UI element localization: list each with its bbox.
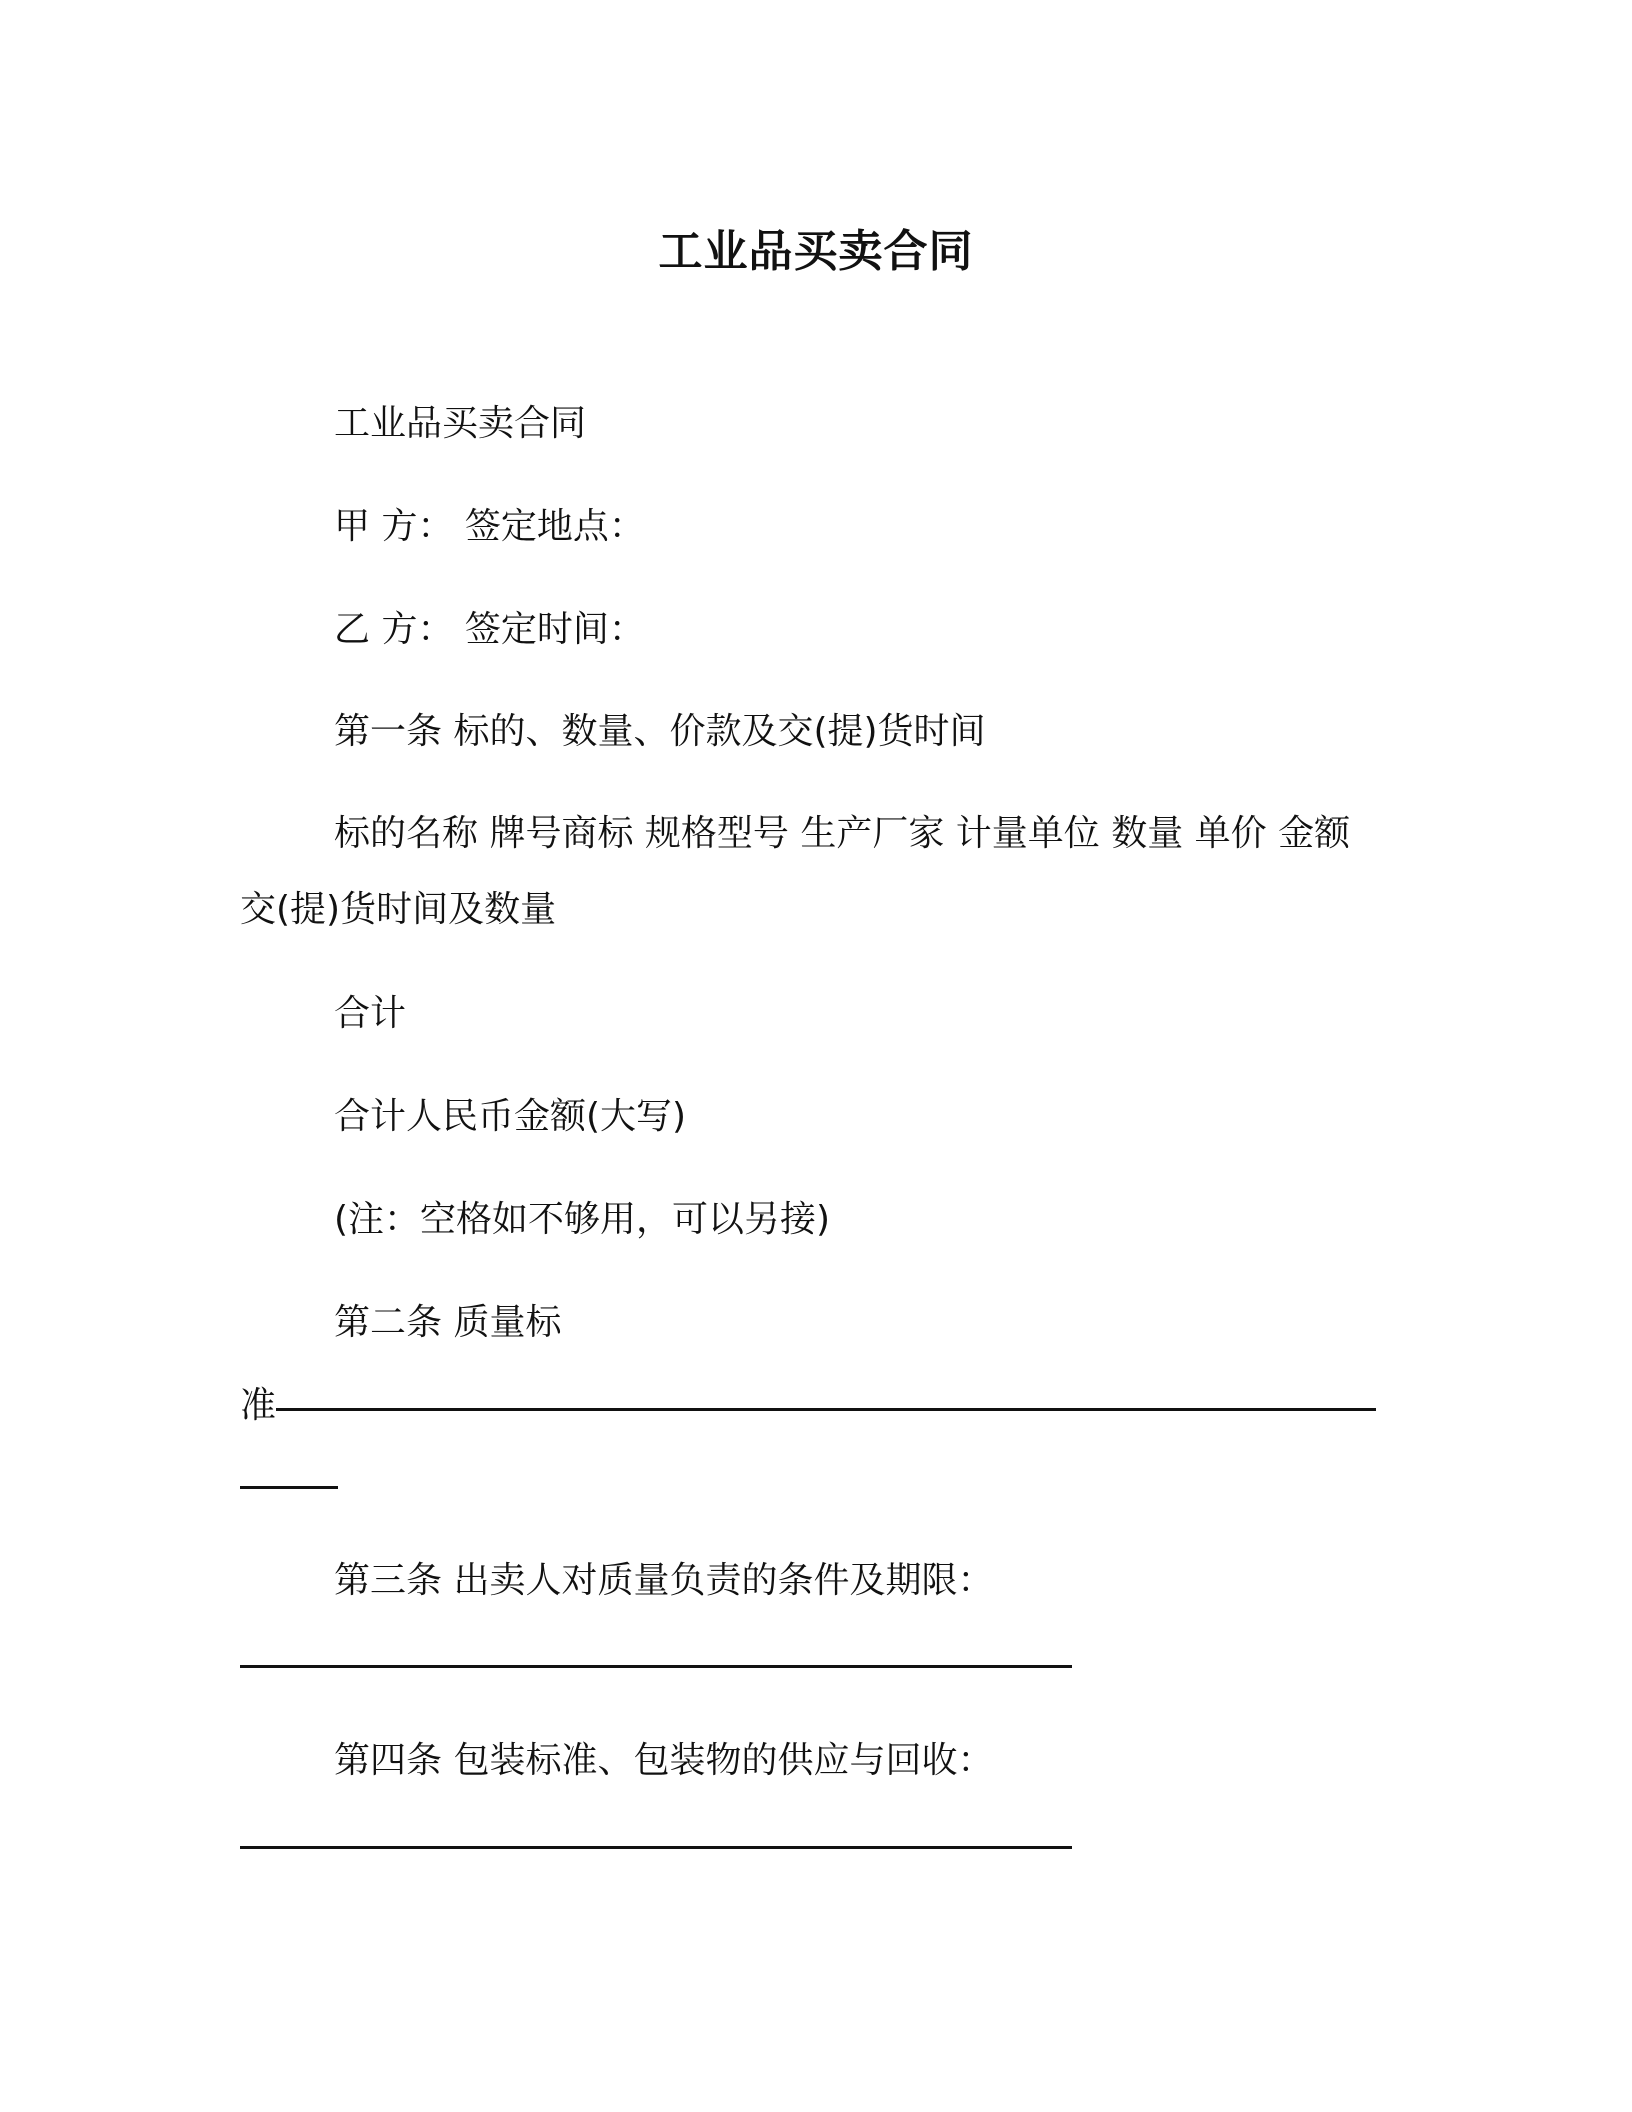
subtitle-line: 工业品买卖合同 [334,403,587,444]
article-1-heading: 第一条 标的、数量、价款及交(提)货时间 [334,711,986,752]
article-2-heading: 第二条 质量标 [334,1302,562,1343]
party-b-line: 乙 方： 签定时间： [334,609,645,650]
article-2-blank-rule [276,1408,1376,1411]
note-line: (注：空格如不够用，可以另接) [334,1199,831,1240]
article-4-blank-rule [240,1846,1072,1849]
column-headers-line-1: 标的名称 牌号商标 规格型号 生产厂家 计量单位 数量 单价 金额 [334,813,1351,854]
document-title: 工业品买卖合同 [658,226,974,277]
article-2-continuation: 准 [240,1385,277,1426]
party-a-line: 甲 方： 签定地点： [334,506,645,547]
article-2-blank-rule-continued [240,1486,338,1489]
article-4-heading: 第四条 包装标准、包装物的供应与回收： [334,1740,994,1781]
article-3-blank-rule [240,1665,1072,1668]
total-line: 合计 [334,993,407,1034]
column-headers-line-2: 交(提)货时间及数量 [240,889,557,930]
article-3-heading: 第三条 出卖人对质量负责的条件及期限： [334,1560,994,1601]
total-rmb-line: 合计人民币金额(大写) [334,1096,687,1137]
